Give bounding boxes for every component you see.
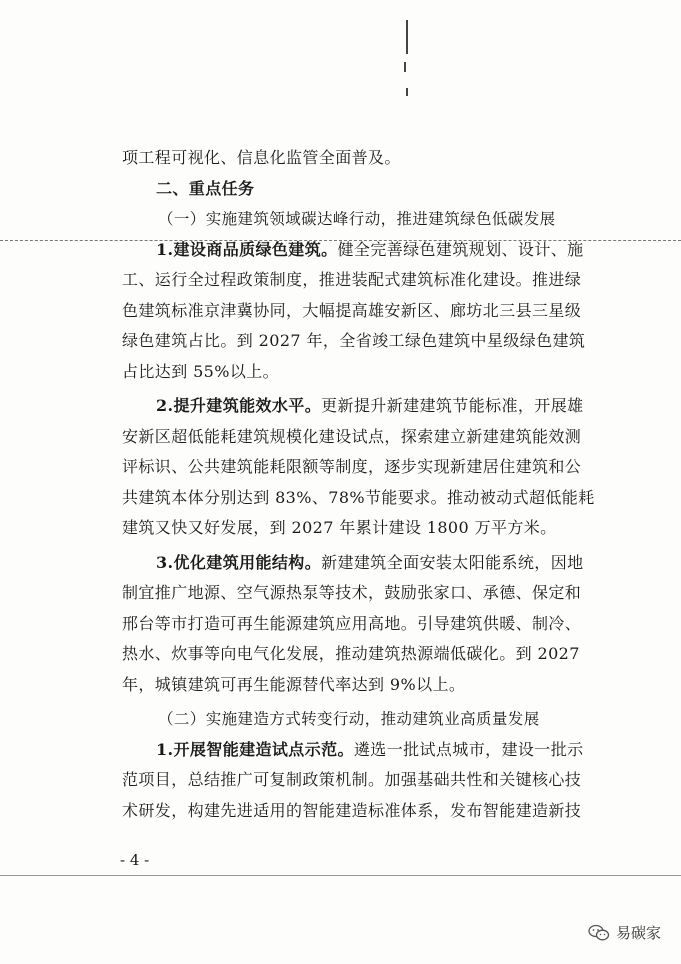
text-line: 占比达到 55%以上。 — [122, 361, 280, 381]
text-line: 新建建筑全面安装太阳能系统，因地 — [321, 552, 584, 572]
scan-artifact-mark — [406, 88, 408, 96]
text-line: 健全完善绿色建筑规划、设计、施 — [337, 239, 584, 259]
text-line: 绿色建筑占比。到 2027 年，全省竣工绿色建筑中星级绿色建筑 — [122, 331, 586, 350]
subsection-heading: （二）实施建造方式转变行动，推动建筑业高质量发展 — [158, 710, 540, 728]
paragraph-title: 1.建设商品质绿色建筑。 — [156, 239, 338, 259]
text-line: 邢台等市打造可再生能源建筑应用高地。引导建筑供暖、制冷、 — [122, 613, 582, 633]
text-line: 制宜推广地源、空气源热泵等技术，鼓励张家口、承德、保定和 — [122, 583, 582, 602]
text-line: 建筑又快又好发展，到 2027 年累计建设 1800 万平方米。 — [122, 518, 557, 537]
text-line: 热水、炊事等向电气化发展，推动建筑热源端低碳化。到 2027 — [122, 644, 580, 663]
text-line: 工、运行全过程政策制度，推进装配式建筑标准化建设。推进绿 — [122, 270, 582, 289]
paragraph-first-line — [122, 548, 584, 579]
watermark-text: 易碳家 — [615, 924, 661, 942]
scan-artifact-mark — [406, 20, 408, 54]
wechat-icon — [588, 924, 610, 942]
text-line: 遴选一批试点城市，建设一批示 — [353, 739, 584, 759]
text-line: 色建筑标准京津冀协同，大幅提高雄安新区、廊坊北三县三星级 — [122, 300, 582, 320]
watermark — [588, 922, 661, 943]
text-line: 术研发，构建先进适用的智能建造标准体系，发布智能建造新技 — [122, 800, 582, 820]
paragraph-title: 2.提升建筑能效水平。 — [156, 396, 322, 415]
text-line: 安新区超低能耗建筑规模化建设试点，探索建立新建建筑能效测 — [122, 426, 582, 446]
text-line: 评标识、公共建筑能耗限额等制度，逐步实现新建居住建筑和公 — [122, 457, 582, 476]
scan-artifact-mark — [404, 62, 406, 72]
text-line: 项工程可视化、信息化监管全面普及。 — [122, 148, 401, 167]
paragraph-first-line — [122, 391, 584, 422]
text-line: 共建筑本体分别达到 83%、78%节能要求。推动被动式超低能耗 — [122, 487, 595, 507]
text-line: 更新提升新建建筑节能标准，开展雄 — [321, 396, 584, 415]
page-bottom-rule — [0, 875, 681, 876]
paragraph-title: 1.开展智能建造试点示范。 — [156, 739, 354, 759]
paragraph-title: 3.优化建筑用能结构。 — [156, 552, 322, 572]
text-line: 范项目，总结推广可复制政策机制。加强基础共性和关键核心技 — [122, 770, 582, 789]
text-line: 年，城镇建筑可再生能源替代率达到 9%以上。 — [122, 674, 466, 694]
paragraph-first-line — [122, 735, 584, 766]
page-number: - 4 - — [120, 851, 150, 869]
body-text — [122, 143, 595, 826]
section-heading: 二、重点任务 — [156, 178, 255, 198]
paragraph-first-line — [122, 235, 584, 266]
subsection-heading: （一）实施建筑领域碳达峰行动，推进建筑绿色低碳发展 — [158, 210, 556, 228]
